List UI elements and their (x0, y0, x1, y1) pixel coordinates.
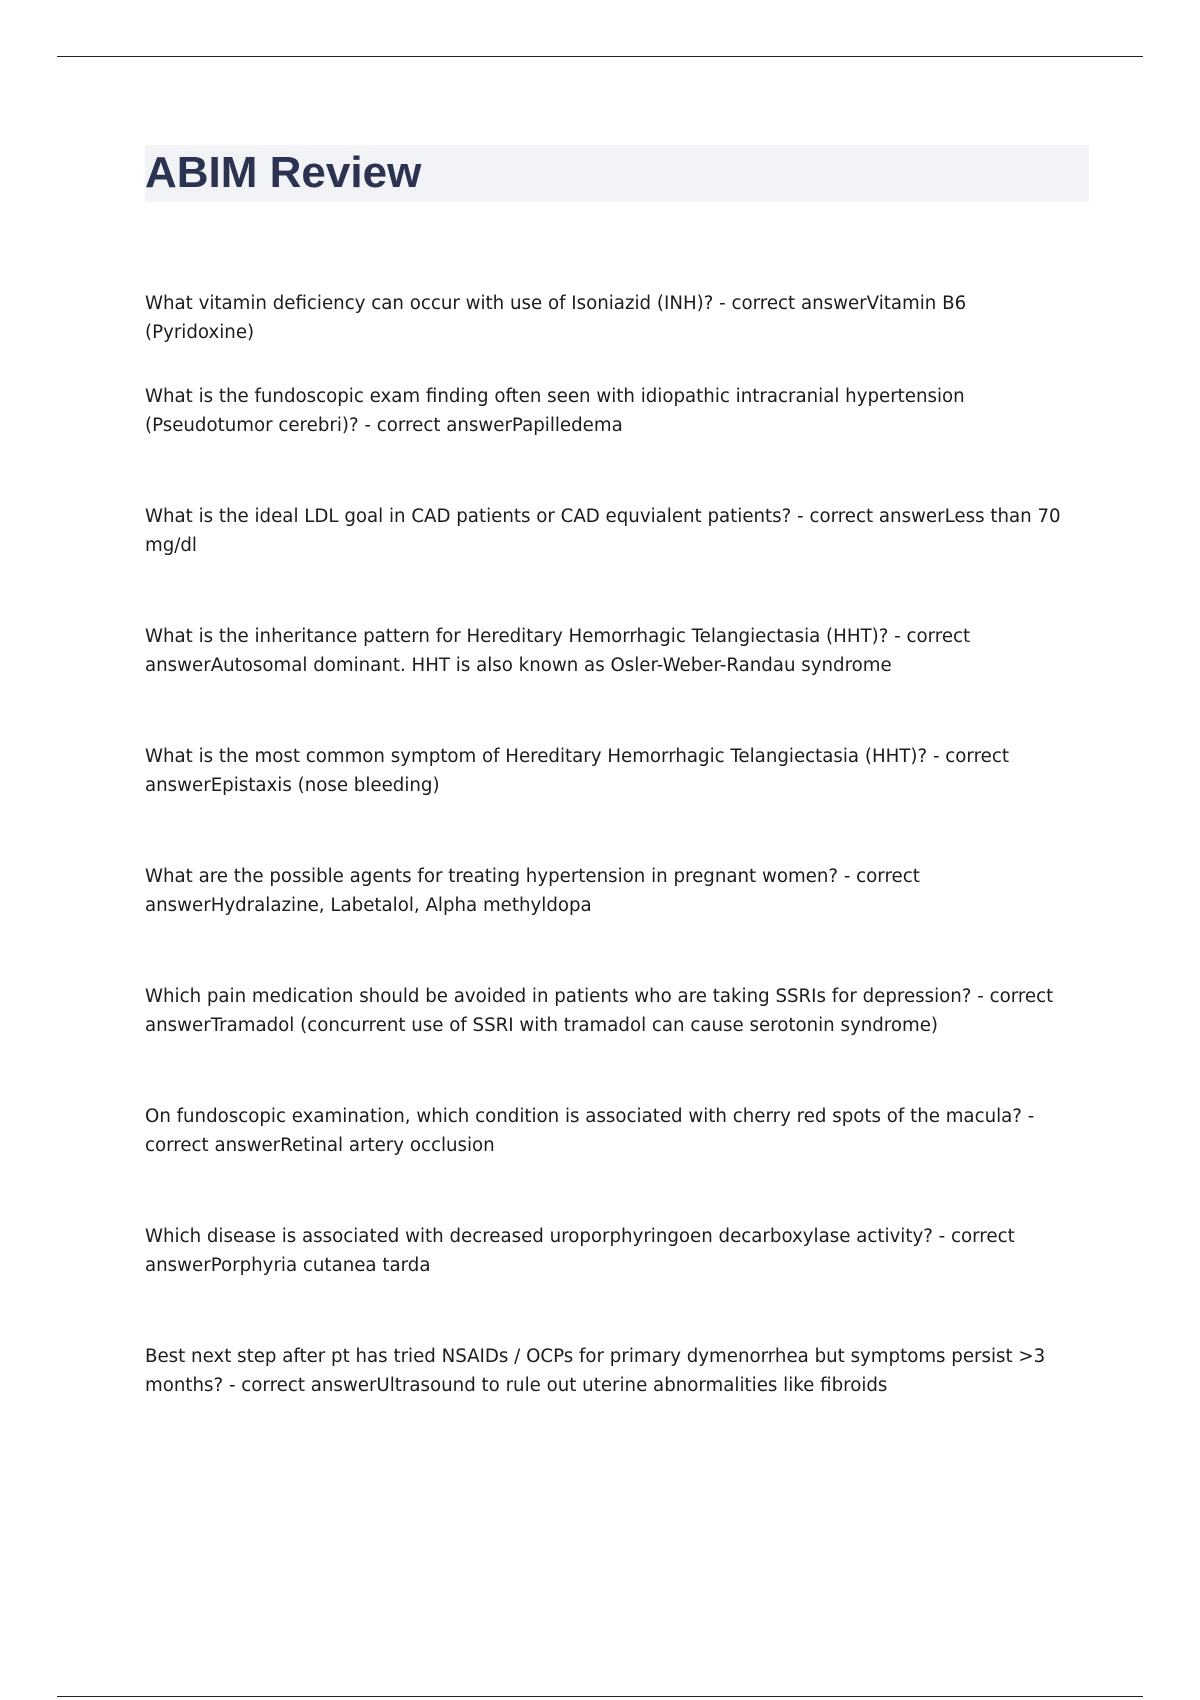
page-title: ABIM Review (145, 148, 422, 197)
qa-item: What vitamin deficiency can occur with use of Isoniazid (INH)? - correct answerVitamin B6 (Pyridoxine) (145, 293, 967, 343)
qa-item: What is the fundoscopic exam finding often seen with idiopathic intracranial hypertension (Pseudotumor cerebri)? - correct answerPapilledema (145, 386, 965, 436)
qa-item: Which disease is associated with decreased uroporphyringoen decarboxylase activity? - correct answerPorphyria cutanea tarda (145, 1226, 1015, 1276)
top-rule (57, 56, 1143, 57)
qa-item: What are the possible agents for treating hypertension in pregnant women? - correct answerHydralazine, Labetalol, Alpha methyldopa (145, 866, 920, 916)
qa-item: Best next step after pt has tried NSAIDs / OCPs for primary dymenorrhea but symptoms persist >3 months? - correct answerUltrasound to rule out uterine abnormalities like fibroids (145, 1346, 1046, 1396)
bottom-rule (57, 1696, 1143, 1697)
qa-item: What is the ideal LDL goal in CAD patients or CAD equvialent patients? - correct answerLess than 70 mg/dl (145, 506, 1061, 556)
qa-item: What is the most common symptom of Hereditary Hemorrhagic Telangiectasia (HHT)? - correct answerEpistaxis (nose bleeding) (145, 746, 1009, 796)
qa-item: On fundoscopic examination, which condition is associated with cherry red spots of the macula? - correct answerRetinal artery occlusion (145, 1106, 1035, 1156)
qa-item: What is the inheritance pattern for Hereditary Hemorrhagic Telangiectasia (HHT)? - correct answerAutosomal dominant. HHT is also known as Osler-Weber-Randau syndrome (145, 626, 971, 676)
qa-item: Which pain medication should be avoided in patients who are taking SSRIs for depression? - correct answerTramadol (concurrent use of SSRI with tramadol can cause serotonin syndrome) (145, 986, 1054, 1036)
